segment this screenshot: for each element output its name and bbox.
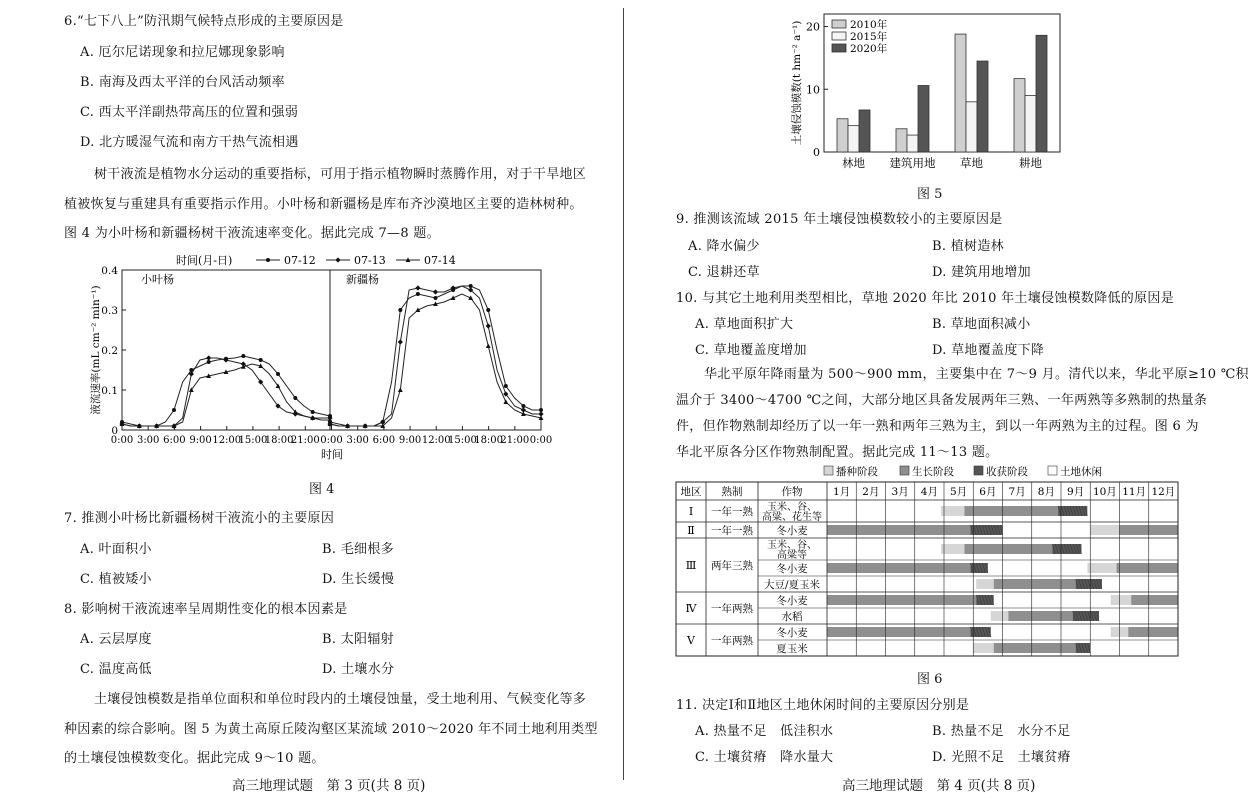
- fig5-category-label: 林地: [842, 156, 865, 170]
- fig4-xtick-label: 3:00: [346, 435, 369, 446]
- fig6-header-0: 地区: [680, 486, 702, 498]
- fig4-point-07-14: [398, 387, 403, 392]
- fig4-line-07-13-panel1: [122, 358, 330, 426]
- fig4-point-07-13: [206, 355, 211, 360]
- fig6-header-month-2: 2月: [862, 486, 880, 498]
- passage3-line3: 件，但作物熟制却经历了以一年一熟和两年三熟为主，到以一年两熟为主的过程。图 6 为: [676, 419, 1199, 434]
- fig4-xtick-label: 3:00: [136, 435, 160, 446]
- q8-option-a: A. 云层厚度: [80, 632, 152, 647]
- fig4-xtick-label: 12:00: [421, 435, 451, 446]
- fig6-legend-swatch-grow: [900, 466, 909, 475]
- fig4-xtick-label: 9:00: [189, 435, 212, 446]
- fig6-bar-grow: [994, 643, 1076, 653]
- q6-option-a: A. 厄尔尼诺现象和拉尼娜现象影响: [80, 45, 285, 60]
- fig4-caption: 图 4: [309, 482, 335, 497]
- q9-option-c: C. 退耕还草: [688, 265, 760, 280]
- fig4-ytick-label: 0.2: [101, 345, 118, 357]
- fig6-header-month-3: 3月: [891, 486, 909, 498]
- fig6-header-month-7: 7月: [1008, 486, 1026, 498]
- fig6-header-2: 作物: [781, 486, 803, 498]
- fig6-header-month-1: 1月: [833, 486, 851, 498]
- fig5-category-label: 耕地: [1019, 156, 1042, 170]
- q8-option-d: D. 土壤水分: [322, 662, 395, 677]
- fig4-point-07-12: [207, 360, 211, 364]
- q8-stem: 8. 影响树干液流速率呈周期性变化的根本因素是: [64, 602, 348, 617]
- fig4-line-07-14-panel2: [330, 294, 541, 426]
- fig6-bar-grow: [964, 506, 1058, 516]
- passage2-line1: 土壤侵蚀模数是指单位面积和单位时段内的土壤侵蚀量，受土地利用、气候变化等多: [94, 692, 587, 707]
- fig6-bar-grow: [827, 595, 976, 605]
- fig4-series: [119, 284, 543, 429]
- fig4-legend-label-07-12: 07-12: [284, 254, 316, 267]
- fig4-xtick-label: 0:00: [110, 435, 134, 446]
- fig6-header-month-6: 6月: [979, 486, 997, 498]
- fig6-crop-label: 冬小麦: [776, 627, 808, 639]
- fig6-bar-grow: [994, 579, 1076, 589]
- passage1-line3: 图 4 为小叶杨和新疆杨树干液流速率变化。据此完成 7—8 题。: [64, 226, 440, 241]
- fig4-ylabel: 液流速率(mL cm⁻² min⁻¹): [90, 285, 102, 415]
- fig4-xtick-label: 0:00: [320, 435, 343, 446]
- fig6-caption: 图 6: [917, 672, 943, 687]
- fig5-bar-2015年-林地: [848, 126, 859, 152]
- fig4-legend-title: 时间(月-日): [176, 254, 233, 267]
- fig6-bar-grow: [1008, 611, 1072, 621]
- fig4-line-07-12-panel1: [122, 356, 330, 426]
- fig6-header-month-4: 4月: [920, 486, 938, 498]
- q10-option-c: C. 草地覆盖度增加: [695, 343, 807, 358]
- fig4-point-07-12: [293, 396, 297, 400]
- fig6-bar-grow: [1117, 563, 1178, 573]
- fig6-bar-grow: [964, 544, 1052, 554]
- fig6-legend-label-grow: 生长阶段: [912, 466, 954, 478]
- fig6-bar-sow: [1087, 563, 1116, 573]
- fig6-crop-calendar: [674, 462, 1180, 662]
- fig5-caption: 图 5: [917, 187, 943, 202]
- passage1-line1: 树干液流是植物水分运动的重要指标，可用于指示植物瞬时蒸腾作用，对于干旱地区: [94, 167, 587, 182]
- fig4-point-07-13: [486, 323, 491, 328]
- q10-option-b: B. 草地面积减小: [932, 317, 1031, 332]
- fig6-region-label: Ⅲ: [685, 559, 697, 572]
- fig5-bar-2020年-林地: [859, 110, 870, 152]
- q9-option-d: D. 建筑用地增加: [932, 265, 1031, 280]
- fig5-ytick-label: 20: [806, 20, 820, 34]
- fig4-xtick-label: 18:00: [264, 435, 294, 446]
- fig4-xtick-label: 15:00: [448, 435, 477, 446]
- fig6-bar-sow: [941, 544, 964, 554]
- fig6-crop-label: 高粱等: [777, 550, 807, 561]
- q7-option-d: D. 生长缓慢: [322, 572, 395, 587]
- fig5-ytick-label: 0: [813, 146, 820, 159]
- fig6-legend-label-sow: 播种阶段: [836, 466, 878, 478]
- fig6-region-label: Ⅱ: [687, 524, 695, 537]
- fig4-ytick-label: 0.1: [101, 385, 118, 397]
- fig6-system-label: 一年两熟: [711, 603, 753, 615]
- q10-stem: 10. 与其它土地利用类型相比，草地 2020 年比 2010 年土壤侵蚀模数降低的原因是: [676, 291, 1175, 306]
- q8-option-b: B. 太阳辐射: [322, 632, 394, 647]
- fig4-point-07-12: [521, 404, 525, 408]
- fig4-xtick-label: 6:00: [372, 435, 396, 446]
- fig6-legend-label-harvest: 收获阶段: [986, 466, 1028, 478]
- fig5-bar-2010年-草地: [955, 34, 966, 152]
- q7-stem: 7. 推测小叶杨比新疆杨树干液流小的主要原因: [64, 511, 335, 526]
- fig4-legend-marker-07-12: [266, 258, 270, 262]
- fig6-bar-sow: [976, 579, 994, 589]
- fig5-category-label: 建筑用地: [889, 156, 936, 170]
- fig5-ytick-label: 10: [806, 83, 820, 97]
- fig4-point-07-13: [415, 285, 420, 290]
- q8-option-c: C. 温度高低: [80, 662, 152, 677]
- fig5-bar-2015年-建筑用地: [907, 135, 918, 152]
- fig6-header-month-12: 12月: [1151, 486, 1176, 498]
- fig4-point-07-12: [276, 372, 280, 376]
- passage3-line4: 华北平原各分区作物熟制配置。据此完成 11～13 题。: [676, 445, 999, 460]
- q11-option-b: B. 热量不足 水分不足: [932, 724, 1071, 739]
- q6-stem: 6.“七下八上”防汛期气候特点形成的主要原因是: [64, 14, 344, 29]
- fig6-header-month-9: 9月: [1067, 486, 1085, 498]
- fig4-xtick-label: 21:00: [500, 435, 530, 446]
- fig6-crop-label: 水稻: [781, 611, 803, 623]
- fig6-system-label: 一年一熟: [711, 506, 753, 518]
- fig6-region-label: Ⅰ: [688, 505, 694, 518]
- page-divider: [623, 8, 624, 780]
- fig5-category-label: 草地: [960, 156, 983, 170]
- fig6-bar-grow: [1128, 627, 1178, 637]
- passage1-line2: 植被恢复与重建具有重要指示作用。小叶杨和新疆杨是库布齐沙漠地区主要的造林树种。: [64, 197, 583, 212]
- fig4-point-07-14: [486, 343, 491, 348]
- fig4-point-07-13: [398, 339, 403, 344]
- fig5-legend-label-2010年: 2010年: [850, 19, 888, 31]
- fig4-xtick-label: 12:00: [212, 435, 242, 446]
- fig4-ytick-label: 0: [111, 425, 118, 437]
- q6-option-d: D. 北方暖湿气流和南方干热气流相遇: [80, 135, 299, 150]
- q11-stem: 11. 决定Ⅰ和Ⅱ地区土地休闲时间的主要原因分别是: [676, 698, 970, 713]
- fig4-ytick-label: 0.4: [101, 265, 118, 277]
- fig6-bar-grow: [827, 563, 970, 573]
- fig4-panel-label-1: 小叶杨: [141, 273, 174, 286]
- fig5-bar-2020年-建筑用地: [918, 86, 929, 152]
- q9-stem: 9. 推测该流域 2015 年土壤侵蚀模数较小的主要原因是: [676, 212, 1003, 227]
- fig6-system-label: 两年三熟: [711, 560, 753, 572]
- fig5-legend-swatch-2010年: [832, 20, 846, 28]
- passage3-line2: 温介于 3400～4700 ℃之间，大部分地区具备发展两年三熟、一年两熟等多熟制的热量条: [676, 393, 1208, 408]
- fig6-bar-sow: [941, 506, 964, 516]
- fig6-crop-label: 玉米、谷、: [767, 540, 817, 551]
- fig4-point-07-12: [259, 358, 263, 362]
- fig4-xtick-label: 0:00: [529, 435, 553, 446]
- fig6-bar-sow: [1111, 595, 1131, 605]
- passage2-line3: 的土壤侵蚀模数变化。据此完成 9～10 题。: [64, 751, 325, 766]
- left-footer: 高三地理试题 第 3 页(共 8 页): [232, 778, 426, 794]
- fig4-point-07-12: [486, 308, 490, 312]
- fig5-bar-2015年-耕地: [1025, 96, 1036, 152]
- fig5-ylabel: 土壤侵蚀模数(t hm⁻² a⁻¹): [791, 20, 803, 146]
- fig6-header-month-11: 11月: [1122, 486, 1147, 498]
- fig4-legend: [176, 253, 456, 267]
- fig5-bar-2010年-耕地: [1014, 79, 1025, 152]
- passage3-line1: 华北平原年降雨量为 500～900 mm，主要集中在 7～9 月。清代以来，华北平原≥10 ℃积: [704, 367, 1249, 382]
- passage2-line2: 种因素的综合影响。图 5 为黄土高原丘陵沟壑区某流域 2010～2020 年不同土地利用类型: [64, 722, 598, 737]
- fig6-crop-label: 冬小麦: [776, 525, 808, 537]
- fig4-point-07-13: [433, 289, 438, 294]
- fig6-legend-swatch-harvest: [974, 466, 983, 475]
- fig4-point-07-12: [504, 384, 508, 388]
- fig4-point-07-12: [398, 308, 402, 312]
- fig4-point-07-12: [241, 354, 245, 358]
- fig6-legend-label-fallow: 土地休闲: [1060, 466, 1102, 478]
- q7-option-b: B. 毛细根多: [322, 542, 394, 557]
- fig4-chart: [84, 246, 564, 466]
- fig4-point-07-12: [416, 292, 420, 296]
- q11-option-d: D. 光照不足 土壤贫瘠: [932, 750, 1071, 765]
- fig5-bar-2015年-草地: [966, 102, 977, 152]
- q9-option-b: B. 植树造林: [932, 239, 1004, 254]
- fig5-legend: [832, 18, 888, 55]
- fig6-system-label: 一年两熟: [711, 635, 753, 647]
- fig6-crop-label: 冬小麦: [776, 595, 808, 607]
- fig6-bar-grow: [827, 627, 970, 637]
- fig6-region-label: Ⅳ: [685, 602, 697, 615]
- fig6-legend-swatch-fallow: [1048, 466, 1057, 475]
- fig6-bar-sow: [1090, 525, 1119, 535]
- q10-option-d: D. 草地覆盖度下降: [932, 343, 1045, 358]
- fig4-xtick-label: 15:00: [238, 435, 268, 446]
- fig4-xlabel: 时间: [321, 448, 343, 461]
- fig6-bar-sow: [973, 643, 993, 653]
- fig5-legend-swatch-2020年: [832, 44, 846, 52]
- fig6-bar-sow: [991, 611, 1009, 621]
- q10-option-a: A. 草地面积扩大: [695, 317, 794, 332]
- fig6-crop-label: 大豆/夏玉米: [763, 579, 821, 591]
- q6-option-c: C. 西太平洋副热带高压的位置和强弱: [80, 105, 299, 120]
- fig6-system-label: 一年一熟: [711, 525, 753, 537]
- fig4-point-07-12: [172, 408, 176, 412]
- q11-option-c: C. 土壤贫瘠 降水量大: [695, 750, 834, 765]
- fig4-point-07-12: [469, 284, 473, 288]
- fig4-point-07-14: [503, 399, 508, 404]
- fig6-legend: [824, 465, 1102, 478]
- fig5-bar-2010年-林地: [837, 119, 848, 152]
- fig5-bar-2020年-耕地: [1036, 35, 1047, 152]
- fig6-region-label: Ⅴ: [687, 634, 695, 647]
- fig6-header-month-10: 10月: [1092, 486, 1117, 498]
- fig5-legend-swatch-2015年: [832, 32, 846, 40]
- right-footer: 高三地理试题 第 4 页(共 8 页): [842, 778, 1036, 794]
- fig5-legend-label-2015年: 2015年: [850, 31, 888, 43]
- q11-option-a: A. 热量不足 低洼积水: [695, 724, 834, 739]
- fig4-xtick-label: 6:00: [163, 435, 186, 446]
- fig5-bar-2020年-草地: [977, 61, 988, 152]
- fig4-legend-label-07-14: 07-14: [424, 254, 456, 267]
- fig4-legend-label-07-13: 07-13: [354, 254, 386, 267]
- fig5-bar-2010年-建筑用地: [896, 129, 907, 152]
- q9-option-a: A. 降水偏少: [688, 239, 760, 254]
- fig4-panel-label-2: 新疆杨: [346, 273, 379, 286]
- fig4-xtick-label: 18:00: [474, 435, 504, 446]
- fig5-legend-label-2020年: 2020年: [850, 43, 888, 55]
- fig4-legend-marker-07-13: [335, 257, 340, 262]
- fig6-header-1: 熟制: [721, 486, 743, 498]
- fig6-legend-swatch-sow: [824, 466, 833, 475]
- q6-option-b: B. 南海及西太平洋的台风活动频率: [80, 75, 285, 90]
- fig4-xtick-label: 21:00: [290, 435, 320, 446]
- fig6-bar-grow: [827, 525, 970, 535]
- fig4-axes: [89, 265, 552, 461]
- fig4-xtick-label: 9:00: [398, 435, 422, 446]
- fig6-crop-label: 冬小麦: [776, 563, 808, 575]
- fig5-chart: [780, 8, 1080, 174]
- fig4-point-07-12: [434, 296, 438, 300]
- fig4-ytick-label: 0.3: [101, 305, 118, 317]
- fig6-crop-label: 玉米、谷、: [767, 502, 817, 513]
- fig6-header-month-5: 5月: [950, 486, 968, 498]
- q7-option-a: A. 叶面积小: [80, 542, 152, 557]
- q7-option-c: C. 植被矮小: [80, 572, 152, 587]
- fig6-header-month-8: 8月: [1037, 486, 1055, 498]
- fig6-crop-label: 夏玉米: [776, 643, 808, 655]
- fig6-crop-label: 高粱、花生等: [762, 512, 822, 523]
- fig6-bar-grow: [1131, 595, 1178, 605]
- fig4-point-07-12: [311, 410, 315, 414]
